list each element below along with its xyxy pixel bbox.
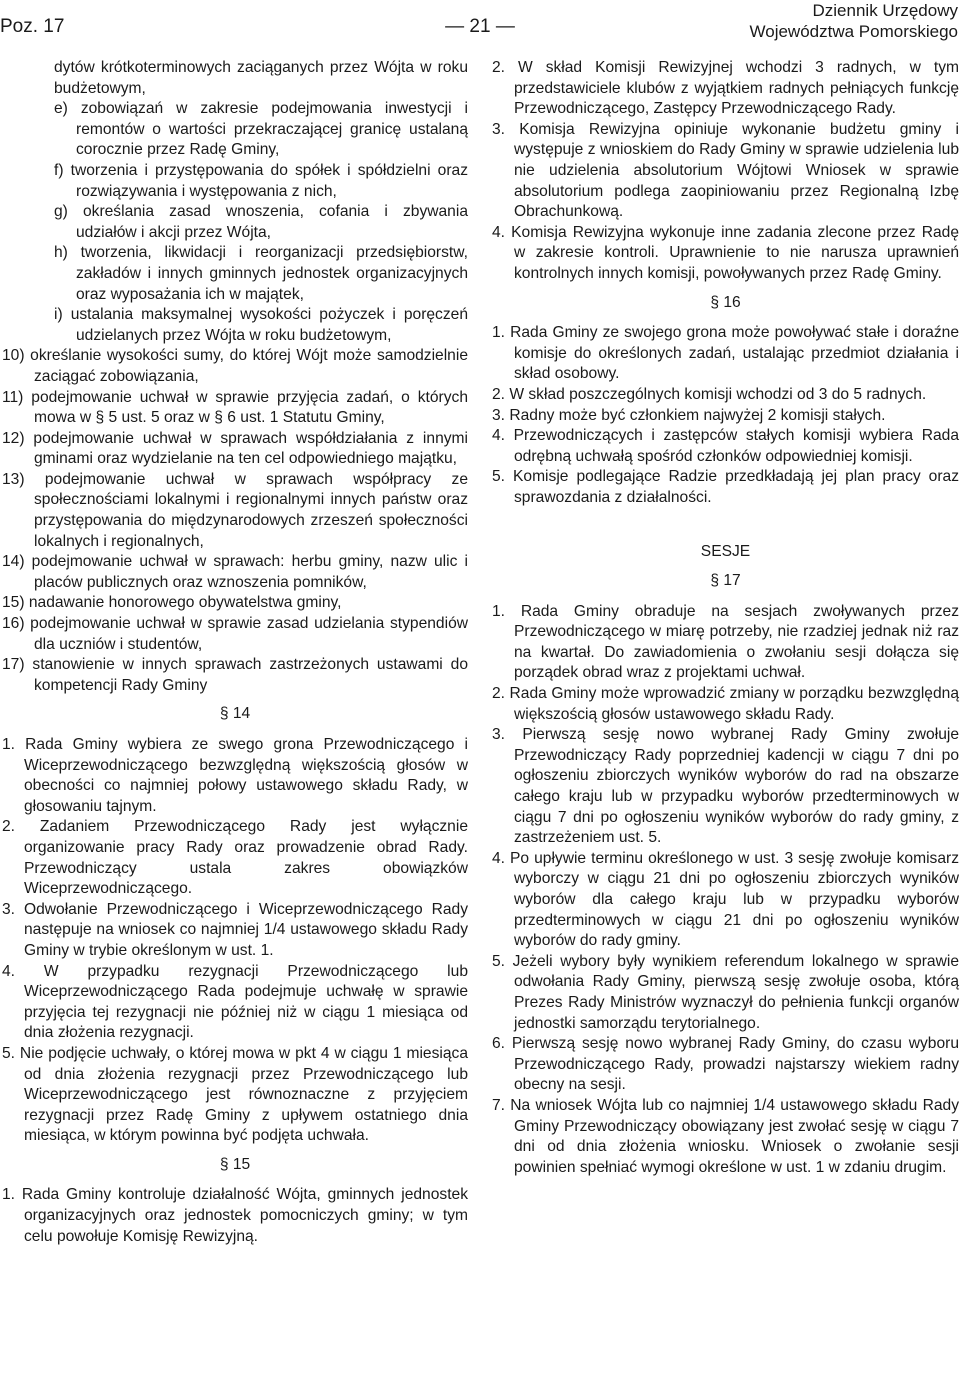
list-item: 4. W przypadku rezygnacji Przewodniczącego lub Wiceprzewodniczącego Rada podejmuje uchwałę w sprawie przyjęcia tej rezygnacji nie później niż w ciągu 1 miesiąca od dnia złożenia rezygnacji.	[2, 962, 468, 1042]
left-column	[2, 58, 468, 1247]
list-item: 1. Rada Gminy obraduje na sesjach zwoływanych przez Przewodniczącego w miarę potrzeby, nie rzadziej jednak niż raz na kwartał. Do zawiadomienia o zwołaniu sesji dołącza się porządek obrad wraz z projektami uchwał.	[492, 602, 959, 682]
list-item: 3. Pierwszą sesję nowo wybranej Rady Gminy zwołuje Przewodniczący Rady poprzedniej kadencji w ciągu 7 dni po ogłoszeniu zbiorczych wyników wyborów do rad na obszarze całego kraju lub w przypadku wyborów przedterminowych w ciągu 7 dni po ogłoszeniu wyników wyborów do rady gminy, z zastrzeżeniem ust. 5.	[492, 726, 959, 847]
list-item: 17) stanowienie w innych sprawach zastrzeżonych ustawami do kompetencji Rady Gminy	[2, 656, 468, 694]
position-number: Poz. 17	[0, 16, 65, 37]
journal-title-line1: Dziennik Urzędowy	[812, 1, 958, 20]
chapter-heading: SESJE	[700, 543, 751, 561]
list-item: 5. Komisje podlegające Radzie przedkładają jej plan pracy oraz sprawozdania z działalności.	[492, 468, 959, 506]
list-item: 5. Jeżeli wybory były wynikiem referendum lokalnego w sprawie odwołania Rady Gminy, pierwszą sesję zwołuje osoba, którą Prezes Rady Ministrów wyznaczył do pełnienia funkcji organów jednostki samorządu terytorialnego.	[492, 952, 959, 1032]
list-item: 4. Komisja Rewizyjna wykonuje inne zadania zlecone przez Radę w zakresie kontroli. Uprawnienie to nie narusza uprawnień kontrolnych innych komisji, powoływanych przez Radę Gminy.	[492, 223, 959, 282]
list-item: 6. Pierwszą sesję nowo wybranej Rady Gminy, do czasu wyboru Przewodniczącego Rady, prowadzi najstarszy wiekiem radny obecny na sesji.	[492, 1035, 959, 1094]
list-item: i) ustalania maksymalnej wysokości pożyczek i poręczeń udzielanych przez Wójta w roku budżetowym,	[54, 306, 468, 344]
list-item: 2. Zadaniem Przewodniczącego Rady jest wyłącznie organizowanie pracy Rady oraz prowadzenie obrad Rady. Przewodniczący ustala zakres obowiązków Wiceprzewodniczącego.	[2, 818, 468, 898]
list-item: 1. Rada Gminy ze swojego grona może powoływać stałe i doraźne komisje do określonych zadań, ustalając przedmiot działania i skład osobowy.	[492, 324, 959, 383]
list-item: 1. Rada Gminy kontroluje działalność Wójta, gminnych jednostek organizacyjnych oraz jednostek pomocniczych gminy; w tym celu powołuje Komisję Rewizyjną.	[2, 1186, 468, 1245]
list-item: 2. Rada Gminy może wprowadzić zmiany w porządku bezwzględną większością głosów ustawowego składu Rady.	[492, 685, 959, 723]
list-item: 3. Odwołanie Przewodniczącego i Wiceprzewodniczącego Rady następuje na wniosek co najmniej 1/4 ustawowego składu Rady Gminy w trybie określonym w ust. 1.	[2, 900, 468, 959]
list-item: 12) podejmowanie uchwał w sprawach współdziałania z innymi gminami oraz wydzielanie na ten cel odpowiedniego majątku,	[2, 429, 468, 468]
list-item: 7. Na wniosek Wójta lub co najmniej 1/4 ustawowego składu Rady Gminy Przewodniczący obowiązany jest zwołać sesję w ciągu 7 dni od dnia złożenia wniosku. Wniosek o zwołanie sesji powinien spełniać wymogi określone w ust. 1 w zdaniu drugim.	[492, 1096, 959, 1176]
list-item: e) zobowiązań w zakresie podejmowania inwestycji i remontów o wartości przekraczającej granicę ustalaną corocznie przez Radę Gminy,	[54, 100, 468, 159]
journal-title-line2: Województwa Pomorskiego	[749, 22, 958, 41]
section-heading: § 17	[710, 572, 741, 590]
list-item: 4. Przewodniczących i zastępców stałych komisji wybiera Rada odrębną uchwałą spośród członków odpowiedniej komisji.	[492, 427, 959, 465]
right-column	[492, 58, 959, 1178]
list-item: 15) nadawanie honorowego obywatelstwa gminy,	[2, 594, 342, 612]
list-item: 11) podejmowanie uchwał w sprawie przyjęcia zadań, o których mowa w § 5 ust. 5 oraz w § 6 ust. 1 Statutu Gminy,	[2, 388, 468, 427]
list-item: 14) podejmowanie uchwał w sprawach: herbu gminy, nazw ulic i placów publicznych oraz wznoszenia pomników,	[2, 553, 468, 591]
section-heading: § 16	[710, 293, 741, 311]
list-item: g) określania zasad wnoszenia, cofania i zbywania udziałów i akcji przez Wójta,	[54, 203, 468, 241]
page-header	[0, 0, 960, 44]
list-item: 3. Radny może być członkiem najwyżej 2 komisji stałych.	[492, 406, 886, 424]
section-heading: § 15	[219, 1155, 251, 1173]
page-number: — 21 —	[445, 16, 515, 37]
list-item: 13) podejmowanie uchwał w sprawach współpracy ze społecznościami lokalnymi i regionalnymi innych państw oraz przystępowania do międzynarodowych zrzeszeń społeczności lokalnych i regionalnych,	[2, 470, 468, 550]
list-item: f) tworzenia i przystępowania do spółek i spółdzielni oraz rozwiązywania i występowania z nich,	[54, 161, 468, 200]
list-item: h) tworzenia, likwidacji i reorganizacji przedsiębiorstw, zakładów i innych gminnych jednostek organizacyjnych oraz wyposażania ich w majątek,	[54, 244, 468, 303]
list-item: 1. Rada Gminy wybiera ze swego grona Przewodniczącego i Wiceprzewodniczącego bezwzględną większością głosów w obecności co najmniej połowy ustawowego składu Rady, w głosowaniu tajnym.	[2, 736, 468, 815]
paragraph: dytów krótkoterminowych zaciąganych przez Wójta w roku budżetowym,	[54, 59, 468, 97]
list-item: 4. Po upływie terminu określonego w ust. 3 sesję zwołuje komisarz wyborczy w ciągu 21 dni po ogłoszeniu zbiorczych wyników wyborów dla całego kraju lub w przypadku wyborów przedterminowych w ciągu 21 dni po ogłoszeniu wyników wyborów do rady gminy.	[492, 849, 959, 950]
list-item: 3. Komisja Rewizyjna opiniuje wykonanie budżetu gminy i występuje z wnioskiem do Rady Gminy w sprawie udzielenia lub nie udzielenia absolutorium Wójtowi Wniosek w sprawie absolutorium podlega zaopiniowaniu przez Regionalną Izbę Obrachunkową.	[492, 120, 959, 221]
list-item: 10) określanie wysokości sumy, do której Wójt może samodzielnie zaciągać zobowiązania,	[2, 347, 468, 385]
list-item: 2. W skład Komisji Rewizyjnej wchodzi 3 radnych, w tym przedstawiciele klubów z wyjątkiem radnych pełniących funkcję Przewodniczącego, Zastępcy Przewodniczącego Rady.	[492, 59, 959, 118]
journal-title	[750, 0, 959, 42]
section-heading: § 14	[219, 705, 251, 723]
list-item: 16) podejmowanie uchwał w sprawie zasad udzielania stypendiów dla uczniów i studentów,	[2, 615, 468, 653]
list-item: 2. W skład poszczególnych komisji wchodzi od 3 do 5 radnych.	[492, 385, 927, 403]
list-item: 5. Nie podjęcie uchwały, o której mowa w pkt 4 w ciągu 1 miesiąca od dnia złożenia rezygnacji przez Przewodniczącego lub Wiceprzewodniczącego jest równoznaczne z przyjęciem rezygnacji przez Radę Gminy z upływem ostatniego dnia miesiąca, w którym powinna być podjęta uchwała.	[2, 1044, 468, 1145]
